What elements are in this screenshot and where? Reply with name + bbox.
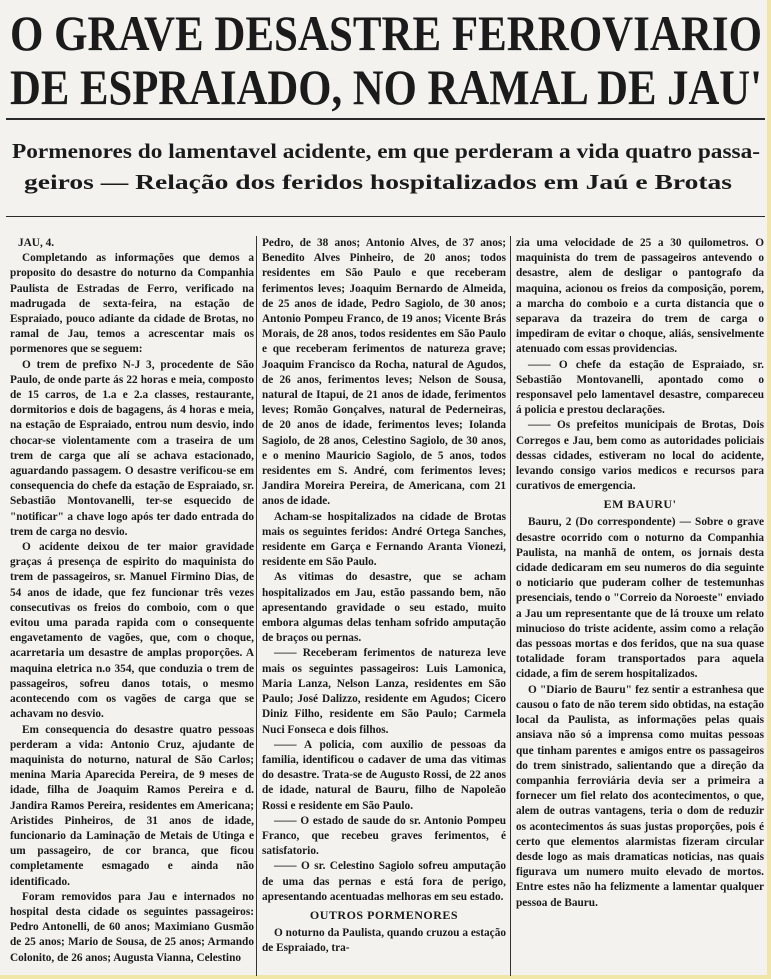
article-paragraph: zia uma velocidade de 25 a 30 quilometros. O maquinista do trem de passageiros antevendo o desastre, alem de desligar o pantografo da maquina, acionou os freios da composição, porem, a marcha do comboio e a curta distancia que o separava da trazeira do trem de carga o impediram de evitar o choque, aliás, sensivelmente atenuado com essas providencias.	[516, 237, 764, 356]
article-paragraph: O "Diario de Bauru" fez sentir a estranhesa que causou o fato de não terem sido obtidas, na estação local da Paulista, as informações pelas quais ansiava não só a imprensa como muitas pessoas que tinham parentes e amigos entre os passageiros do trem sinistrado, salientando que a direção da companhia ferroviária devia ser a primeira a fornecer um fiel relato dos acontecimentos, o que, alem de outras vantagens, teria o dom de reduzir os acontecimentos ás suas justas proporções, pois é certo que elementos alarmistas fizeram circular desde logo as mais dramaticas noticias, nas quais figurava um numero muito elevado de mortos. Entre estes não ha felizmente a lamentar qualquer pessoa de Bauru.	[516, 683, 764, 909]
subheadline-line-1: Pormenores do lamentavel acidente, em que perderam a vida quatro passa-	[12, 139, 760, 163]
section-heading: EM BAURU'	[603, 497, 677, 512]
column-divider	[510, 236, 511, 976]
article-column-3	[516, 236, 764, 911]
article-paragraph: —— O chefe da estação de Espraiado, sr. Sebastião Montovanelli, apontado como o responsavel pelo lamentavel desastre, compareceu á policia e prestou declarações.	[516, 358, 764, 417]
article-paragraph: —— A policia, com auxilio de pessoas da familia, identificou o cadaver de uma das vitimas do desastre. Trata-se de Augusto Rossi, de 22 anos de idade, natural de Bauru, filho de Napoleão Rossi e residente em São Paulo.	[262, 738, 506, 812]
article-paragraph: Foram removidos para Jau e internados no hospital desta cidade os seguintes passageiros: Pedro Antonelli, de 60 anos; Maximiano Gusmão de 25 anos; Mario de Sousa, de 25 anos; Armando Colonito, de 26 anos; Augusta Vianna, Celestino	[10, 890, 254, 964]
article-paragraph: Bauru, 2 (Do correspondente) — Sobre o grave desastre ocorrido com o noturno da Companhia Paulista, na manhã de ontem, os jornais desta cidade dedicaram em seu numeros do dia seguinte o noticiario que puderam colher de testemunhas presenciais, tendo o "Correio da Noroeste" enviado a Jau um representante que de lá trouxe um relato minucioso do triste acidente, assim como a relação das pessoas mortas e dos feridos, que na sua quase totalidade foram transportados para aquela cidade, a fim de serem hospitalizados.	[516, 516, 764, 681]
article-column-2	[262, 236, 506, 956]
article-paragraph: —— O estado de saude do sr. Antonio Pompeu Franco, que recebeu graves ferimentos, é satisfatorio.	[262, 814, 506, 858]
article-paragraph: O noturno da Paulista, quando cruzou a estação de Espraiado, tra-	[262, 926, 506, 955]
article-paragraph: Em consequencia do desastre quatro pessoas perderam a vida: Antonio Cruz, ajudante de maquinista do noturno, natural de São Carlos; menina Maria Aparecida Pereira, de 9 meses de idade, filha de Joaquim Ramos Pereira e d. Jandira Ramos Pereira, residentes em Americana; Aristides Pinheiros, de 31 anos de idade, funcionario da Laminação de Metais de Utinga e um passageiro, de cor branca, que ficou completamente esmagado e ainda não identificado.	[10, 723, 254, 888]
article-paragraph: —— O sr. Celestino Sagiolo sofreu amputação de uma das pernas e está fora de perigo, apresentando acentuadas melhoras em seu estado.	[262, 860, 506, 903]
subheadline-rule	[6, 216, 765, 217]
headline-line-2: DE ESPRAIADO, NO RAMAL DE JAU'	[10, 59, 762, 112]
article-paragraph: As vitimas do desastre, que se acham hospitalizados em Jau, estão passando bem, não apresentando gravidade o seu estado, muito embora algumas delas tenham sofrido amputação de braços ou pernas.	[262, 571, 506, 645]
article-paragraph: Pedro, de 38 anos; Antonio Alves, de 37 anos; Benedito Alves Pinheiro, de 20 anos; todos residentes em São Paulo e que receberam ferimentos leves; Joaquim Bernardo de Almeida, de 25 anos de idade, Pedro Sagiolo, de 30 anos; Antonio Pompeu Franco, de 19 anos; Vicente Brás Morais, de 28 anos, todos residentes em São Paulo e que receberam ferimentos de natureza grave; Joaquim Francisco da Rocha, natural de Agudos, de 26 anos, ferimentos leves; Nelson de Sousa, natural de Itapui, de 21 anos de idade, ferimentos leves; Romão Gonçalves, natural de Pederneiras, de 20 anos de idade, ferimentos leves; Iolanda Sagiolo, de 28 anos, Celestino Sagiolo, de 30 anos, e o menino Mauricio Sagiolo, de 5 anos, todos residentes em S. André, com ferimentos leves; Jandira Moreira Pereira, de Americana, com 21 anos de idade.	[262, 237, 506, 508]
article-paragraph: —— Receberam ferimentos de natureza leve mais os seguintes passageiros: Luis Lamonica, Maria Lanza, Nelson Lanza, residentes em São Paulo; José Dalizzo, residente em Agudos; Cicero Diniz Filho, residente em São Paulo; Carmela Nuci Fonseca e dois filhos.	[262, 647, 506, 736]
column-divider	[256, 236, 257, 976]
subheadline	[0, 126, 771, 206]
paper-edge-bottom	[0, 975, 771, 979]
headline	[0, 0, 771, 112]
dateline: JAU, 4.	[18, 237, 55, 249]
article-paragraph: Completando as informações que demos a proposito do desastre do noturno da Companhia Paulista de Estradas de Ferro, verificado na madrugada de sexta-feira, na estação de Espraiado, pouco adiante da cidade de Brotas, no ramal de Jau, temos a acrescentar mais os pormenores que se seguem:	[10, 252, 254, 356]
article-paragraph: —— Os prefeitos municipais de Brotas, Dois Corregos e Jau, bem como as autoridades policiais dessas cidades, estiveram no local do acidente, levando consigo varios medicos e recursos para curativos de emergencia.	[516, 419, 764, 493]
section-heading: OUTROS PORMENORES	[309, 907, 459, 922]
article-column-1	[10, 236, 254, 966]
article-paragraph: O acidente deixou de ter maior gravidade graças á presença de espirito do maquinista do trem de passageiros, sr. Manuel Firmino Dias, de 54 anos de idade, que fez funcionar três vezes consecutivas os freios do comboio, com o que evitou uma parada rapida com o consequente engavetamento de vagões, que, com o choque, acarretaria um desastre de amplas proporções. A maquina eletrica n.o 354, que conduzia o trem de passageiros, sofreu danos totais, o mesmo acontecendo com os vagões de carga que se achavam no desvio.	[10, 541, 254, 721]
article-paragraph: O trem de prefixo N-J 3, procedente de São Paulo, de onde parte ás 22 horas e meia, composto de 15 carros, de 1.a e 2.a classes, restaurante, dormitorios e dois de bagagens, ás 4 horas e meia, na estação de Espraiado, entrou num desvio, indo chocar-se violentamente com a traseira de um trem de carga que alí se achava estacionado, aguardando passagem. O desastre verificou-se em consequencia do chefe da estação de Espraiado, sr. Sebastião Montovanelli, ter-se esquecido de "notificar" a chave logo após ter dado entrada do trem de carga no desvio.	[10, 358, 254, 538]
headline-rule	[6, 118, 765, 120]
article-paragraph: Acham-se hospitalizados na cidade de Brotas mais os seguintes feridos: André Ortega Sanches, residente em Garça e Fernando Aranta Vionezi, residente em São Paulo.	[262, 510, 506, 569]
subheadline-line-2: geiros — Relação dos feridos hospitalizados em Jaú e Brotas	[24, 170, 732, 194]
headline-line-1: O GRAVE DESASTRE FERROVIARIO	[10, 5, 762, 61]
